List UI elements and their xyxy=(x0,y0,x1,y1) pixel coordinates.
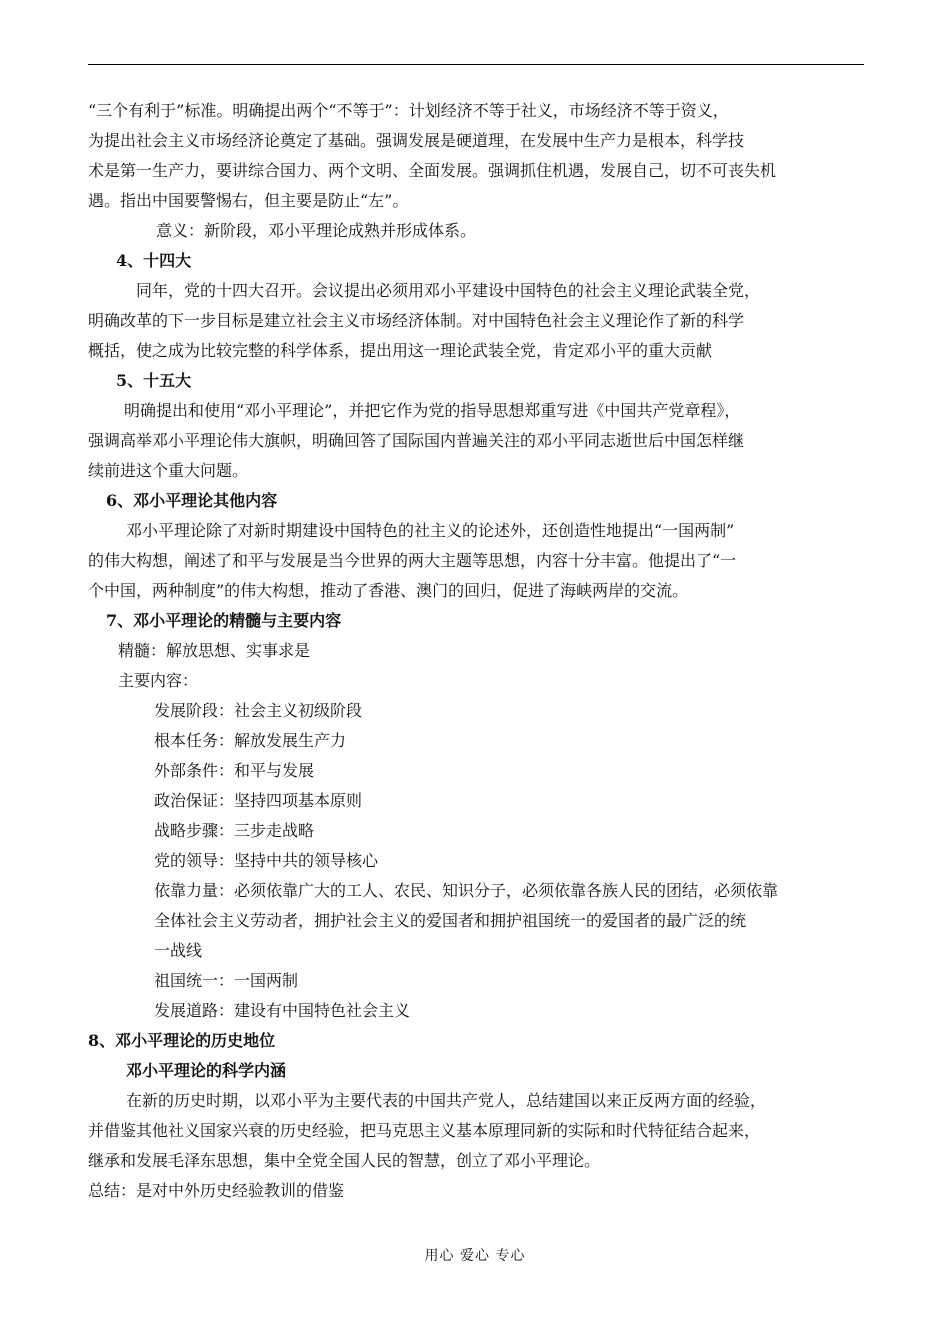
section-heading-8: 8、邓小平理论的历史地位 xyxy=(88,1031,276,1050)
section-heading-7: 7、邓小平理论的精髓与主要内容 xyxy=(106,611,342,630)
main-content-label: 主要内容： xyxy=(118,671,199,690)
text-line: 术是第一生产力，要讲综合国力、两个文明、全面发展。强调抓住机遇，发展自己，切不可丧失机 xyxy=(88,161,777,180)
list-item: 战略步骤：三步走战略 xyxy=(154,821,315,840)
list-item: 外部条件：和平与发展 xyxy=(154,761,315,780)
text-line: 并借鉴其他社义国家兴衰的历史经验，把马克思主义基本原理同新的实际和时代特征结合起来， xyxy=(88,1121,761,1140)
section-heading-6: 6、邓小平理论其他内容 xyxy=(106,491,278,510)
text-line: 继承和发展毛泽东思想，集中全党全国人民的智慧，创立了邓小平理论。 xyxy=(88,1151,601,1170)
paragraph-scientific-meaning xyxy=(88,1086,864,1176)
header-rule xyxy=(88,64,864,65)
paragraph-14th-congress xyxy=(88,276,864,366)
text-line: 在新的历史时期，以邓小平为主要代表的中国共产党人，总结建国以来正反两方面的经验， xyxy=(126,1091,767,1110)
text-line: 为提出社会主义市场经济论奠定了基础。强调发展是硬道理，在发展中生产力是根本，科学技 xyxy=(88,131,745,150)
list-item: 根本任务：解放发展生产力 xyxy=(154,731,347,750)
list-item: 发展道路：建设有中国特色社会主义 xyxy=(154,1001,411,1020)
text-line: 明确提出和使用“邓小平理论”，并把它作为党的指导思想郑重写进《中国共产党章程》， xyxy=(124,401,741,420)
list-item: 发展阶段：社会主义初级阶段 xyxy=(154,701,363,720)
text-line: 一战线 xyxy=(154,941,203,960)
essence-line: 精髓：解放思想、实事求是 xyxy=(118,641,311,660)
text-line: “三个有利于”标准。明确提出两个“不等于”：计划经济不等于社义，市场经济不等于资义， xyxy=(88,101,729,120)
text-line: 续前进这个重大问题。 xyxy=(88,461,249,480)
section-heading-4: 4、十四大 xyxy=(116,251,192,270)
paragraph-15th-congress xyxy=(88,396,864,486)
significance-line: 意义：新阶段，邓小平理论成熟并形成体系。 xyxy=(156,221,477,240)
subsection-heading: 邓小平理论的科学内涵 xyxy=(126,1061,287,1080)
text-line: 同年，党的十四大召开。会议提出必须用邓小平建设中国特色的社会主义理论武装全党， xyxy=(136,281,761,300)
summary-line: 总结：是对中外历史经验教训的借鉴 xyxy=(88,1181,345,1200)
section-heading-5: 5、十五大 xyxy=(116,371,192,390)
text-line: 全体社会主义劳动者，拥护社会主义的爱国者和拥护祖国统一的爱国者的最广泛的统 xyxy=(154,911,747,930)
paragraph-standards xyxy=(88,96,864,216)
text-line: 个中国，两种制度”的伟大构想，推动了香港、澳门的回归，促进了海峡两岸的交流。 xyxy=(88,581,689,600)
list-item: 祖国统一：一国两制 xyxy=(154,971,299,990)
text-line: 明确改革的下一步目标是建立社会主义市场经济体制。对中国特色社会主义理论作了新的科学 xyxy=(88,311,745,330)
text-line: 强调高举邓小平理论伟大旗帜，明确回答了国际国内普遍关注的邓小平同志逝世后中国怎样继 xyxy=(88,431,745,450)
text-line: 遇。指出中国要警惕右，但主要是防止“左”。 xyxy=(88,191,409,210)
text-line: 依靠力量：必须依靠广大的工人、农民、知识分子，必须依靠各族人民的团结，必须依靠 xyxy=(154,881,779,900)
page-footer: 用心 爱心 专心 xyxy=(424,1248,526,1264)
text-line: 概括，使之成为比较完整的科学体系，提出用这一理论武装全党，肯定邓小平的重大贡献 xyxy=(88,341,713,360)
list-item: 政治保证：坚持四项基本原则 xyxy=(154,791,363,810)
document-body xyxy=(88,96,864,1206)
list-item-reliance xyxy=(88,876,864,966)
list-item: 党的领导：坚持中共的领导核心 xyxy=(154,851,379,870)
paragraph-other-content xyxy=(88,516,864,606)
text-line: 邓小平理论除了对新时期建设中国特色的社主义的论述外，还创造性地提出“一国两制” xyxy=(126,521,735,540)
text-line: 的伟大构想，阐述了和平与发展是当今世界的两大主题等思想，内容十分丰富。他提出了“一 xyxy=(88,551,737,570)
